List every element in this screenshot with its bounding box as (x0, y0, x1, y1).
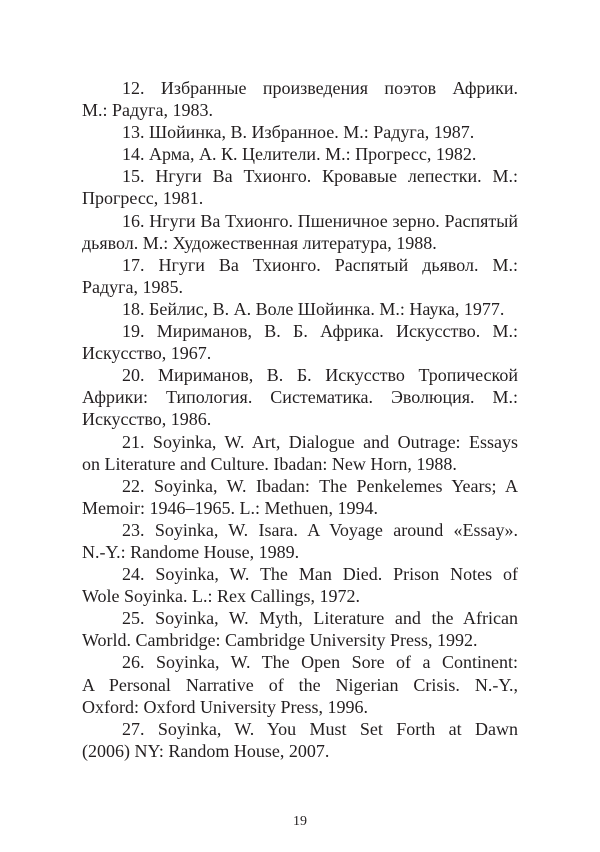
reference-line: 15. Нгуги Ва Тхионго. Кровавые лепестки. М.: (122, 166, 518, 187)
reference-entry (82, 298, 518, 320)
reference-line: 14. Арма, А. К. Целители. М.: Прогресс, 1982. (122, 144, 477, 165)
reference-list (82, 77, 518, 762)
reference-line: 16. Нгуги Ва Тхионго. Пшеничное зерно. Распятый (122, 210, 518, 231)
reference-line: on Literature and Culture. Ibadan: New Horn, 1988. (82, 453, 457, 474)
reference-line: М.: Радуга, 1983. (82, 100, 214, 121)
reference-line: Радуга, 1985. (82, 276, 184, 297)
reference-entry (82, 254, 518, 298)
reference-entry (82, 121, 518, 143)
reference-line: 27. Soyinka, W. You Must Set Forth at Dawn (122, 718, 518, 739)
reference-entry (82, 563, 518, 607)
reference-line: Oxford: Oxford University Press, 1996. (82, 696, 368, 717)
reference-line: Memoir: 1946–1965. L.: Methuen, 1994. (82, 497, 378, 518)
reference-entry (82, 210, 518, 254)
reference-line: 23. Soyinka, W. Isara. A Voyage around «Essay». (122, 519, 518, 540)
reference-entry (82, 651, 518, 717)
reference-line: 24. Soyinka, W. The Man Died. Prison Notes of (122, 564, 518, 585)
reference-line: Искусство, 1967. (82, 343, 212, 364)
reference-line: (2006) NY: Random House, 2007. (82, 740, 330, 761)
reference-entry (82, 519, 518, 563)
reference-line: 12. Избранные произведения поэтов Африки. (122, 78, 518, 98)
reference-line: Прогресс, 1981. (82, 188, 204, 209)
page-number: 19 (293, 814, 307, 829)
reference-line: 20. Мириманов, В. Б. Искусство Тропической (122, 365, 518, 386)
reference-line: Искусство, 1986. (82, 409, 212, 430)
reference-line: Африки: Типология. Систематика. Эволюция. М.: (82, 387, 518, 408)
reference-line: 17. Нгуги Ва Тхионго. Распятый дьявол. М.: (122, 254, 518, 275)
reference-line: 13. Шойинка, В. Избранное. М.: Радуга, 1987. (122, 122, 475, 143)
reference-entry (82, 431, 518, 475)
reference-entry (82, 320, 518, 364)
reference-line: A Personal Narrative of the Nigerian Crisis. N.-Y., (82, 674, 518, 695)
reference-entry (82, 364, 518, 430)
reference-line: Wole Soyinka. L.: Rex Callings, 1972. (82, 586, 361, 607)
reference-entry (82, 607, 518, 651)
reference-line: дьявол. М.: Художественная литература, 1988. (82, 232, 437, 253)
reference-line: 21. Soyinka, W. Art, Dialogue and Outrage: Essays (122, 431, 518, 452)
reference-line: World. Cambridge: Cambridge University Press, 1992. (82, 630, 478, 651)
reference-line: 22. Soyinka, W. Ibadan: The Penkelemes Years; A (122, 475, 518, 496)
reference-line: 25. Soyinka, W. Myth, Literature and the African (122, 608, 518, 629)
reference-line: 18. Бейлис, В. А. Воле Шойинка. М.: Наука, 1977. (122, 298, 505, 319)
reference-entry (82, 718, 518, 762)
reference-entry (82, 165, 518, 209)
reference-line: 19. Мириманов, В. Б. Африка. Искусство. М.: (122, 321, 518, 342)
reference-entry (82, 77, 518, 121)
reference-entry (82, 143, 518, 165)
reference-line: N.-Y.: Randome House, 1989. (82, 541, 300, 562)
reference-line: 26. Soyinka, W. The Open Sore of a Continent: (122, 652, 518, 673)
reference-entry (82, 475, 518, 519)
